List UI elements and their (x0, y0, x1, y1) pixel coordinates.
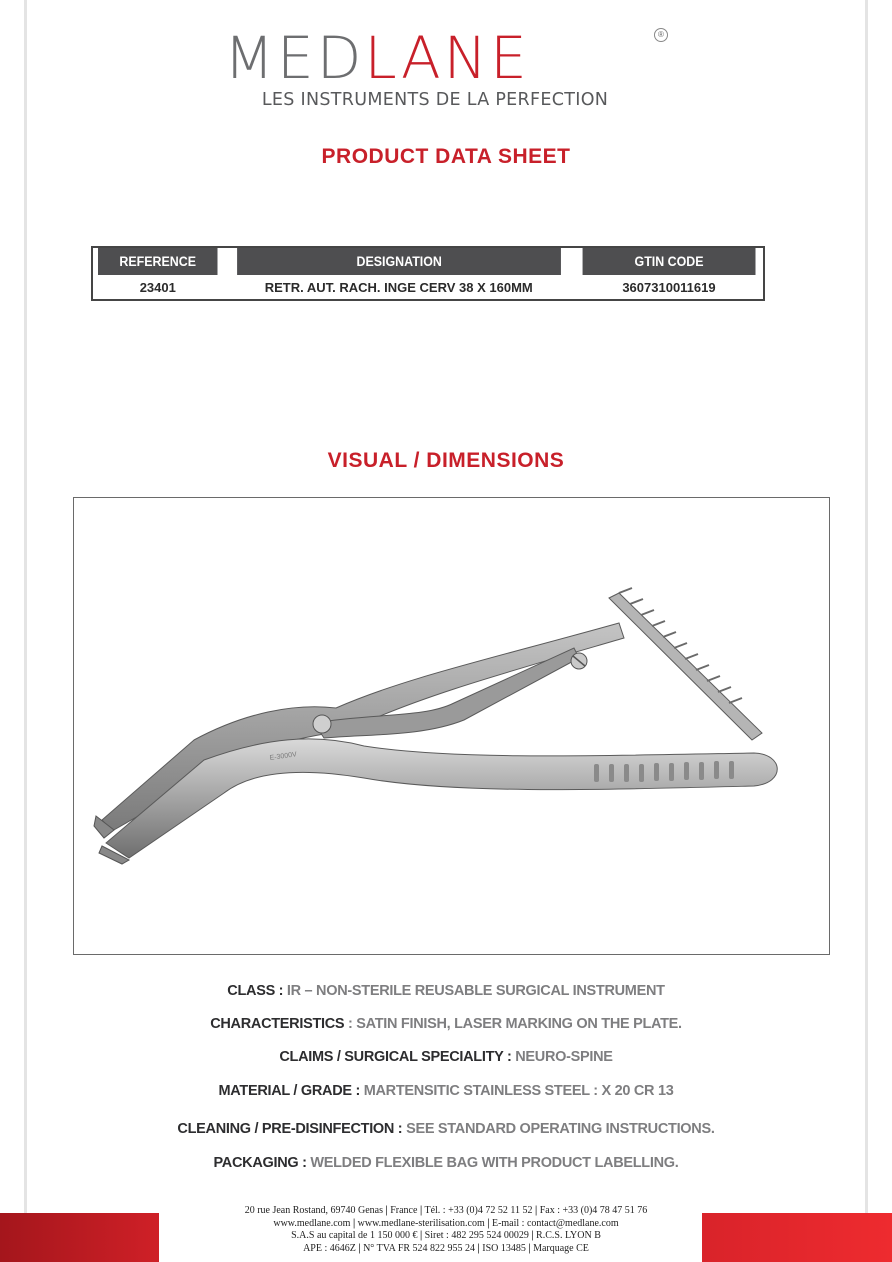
footer-registration-line: APE : 4646Z | N° TVA FR 524 822 955 24 | ISO 13485 | Marquage CE (303, 1242, 589, 1254)
laser-marking: E-3000V (269, 751, 298, 762)
spec-packaging (0, 1155, 892, 1171)
header-reference: REFERENCE (97, 247, 217, 275)
footer-ape: APE : 4646Z (303, 1242, 356, 1254)
spec-characteristics (0, 1016, 892, 1032)
spec-material-value: MARTENSITIC STAINLESS STEEL : X 20 CR 13 (360, 1083, 674, 1099)
spec-material (0, 1083, 892, 1099)
header-designation: DESIGNATION (237, 247, 561, 275)
ratchet-teeth (619, 588, 742, 703)
footer-vat: N° TVA FR 524 822 955 24 (363, 1242, 476, 1254)
spec-characteristics-value: : SATIN FINISH, LASER MARKING ON THE PLATE. (344, 1016, 682, 1032)
footer-country: France (390, 1205, 418, 1216)
header-gtin: GTIN CODE (583, 247, 757, 275)
spec-cleaning (0, 1121, 892, 1137)
footer-ce: Marquage CE (533, 1242, 589, 1254)
spec-class-value: IR – NON-STERILE REUSABLE SURGICAL INSTRUMENT (283, 983, 665, 999)
logo-wordmark-part1: MED (224, 24, 365, 92)
spec-class (0, 983, 892, 999)
footer-email-link[interactable]: E-mail : contact@medlane.com (491, 1217, 619, 1229)
spec-cleaning-value: SEE STANDARD OPERATING INSTRUCTIONS. (402, 1121, 715, 1137)
company-footer (0, 1205, 892, 1255)
table-header-row (92, 247, 764, 275)
cell-gtin: 3607310011619 (575, 275, 764, 300)
page-title: PRODUCT DATA SHEET (321, 145, 571, 168)
spec-characteristics-key: CHARACTERISTICS (210, 1016, 345, 1032)
product-photo-frame (73, 497, 830, 955)
spec-claims-key: CLAIMS / SURGICAL SPECIALITY : (279, 1049, 512, 1065)
registered-mark: ® (654, 28, 668, 42)
spec-packaging-key: PACKAGING : (213, 1155, 307, 1171)
spec-claims (0, 1049, 892, 1065)
footer-sterilisation-link[interactable]: www.medlane-sterilisation.com (357, 1217, 485, 1229)
spec-class-key: CLASS : (227, 983, 284, 999)
cell-designation: RETR. AUT. RACH. INGE CERV 38 X 160MM (223, 275, 575, 300)
footer-web-line: www.medlane.com | www.medlane-sterilisation.com | E-mail : contact@medlane.com (273, 1217, 619, 1229)
footer-website-link[interactable]: www.medlane.com (273, 1217, 351, 1229)
logo-wordmark-part2: LANE (364, 24, 530, 92)
spec-material-key: MATERIAL / GRADE : (218, 1083, 360, 1099)
footer-siret: Siret : 482 295 524 00029 (424, 1230, 529, 1241)
logo-wordmark (224, 26, 530, 90)
spec-claims-value: NEURO-SPINE (511, 1049, 613, 1065)
medlane-logo (220, 18, 690, 118)
footer-fax: Fax : +33 (0)4 78 47 51 76 (539, 1205, 648, 1216)
spec-packaging-value: WELDED FLEXIBLE BAG WITH PRODUCT LABELLING. (306, 1155, 679, 1171)
spec-cleaning-key: CLEANING / PRE-DISINFECTION : (177, 1121, 403, 1137)
footer-capital: S.A.S au capital de 1 150 000 € (291, 1230, 418, 1241)
reference-table (91, 246, 765, 301)
cell-reference: 23401 (92, 275, 223, 300)
footer-phone: Tél. : +33 (0)4 72 52 11 52 (424, 1205, 533, 1216)
logo-tagline: LES INSTRUMENTS DE LA PERFECTION (261, 90, 609, 110)
footer-rcs: R.C.S. LYON B (536, 1230, 601, 1241)
retractor-illustration (74, 498, 829, 954)
footer-iso: ISO 13485 (482, 1242, 526, 1254)
table-row (92, 275, 764, 300)
visual-section-title: VISUAL / DIMENSIONS (327, 449, 565, 472)
footer-legal-line: S.A.S au capital de 1 150 000 € | Siret : 482 295 524 00029 | R.C.S. LYON B (291, 1230, 601, 1241)
footer-address: 20 rue Jean Rostand, 69740 Genas (244, 1205, 384, 1216)
footer-address-line: 20 rue Jean Rostand, 69740 Genas | France | Tél. : +33 (0)4 72 52 11 52 | Fax : +33 (0)4 78 47 51 76 (244, 1205, 648, 1216)
